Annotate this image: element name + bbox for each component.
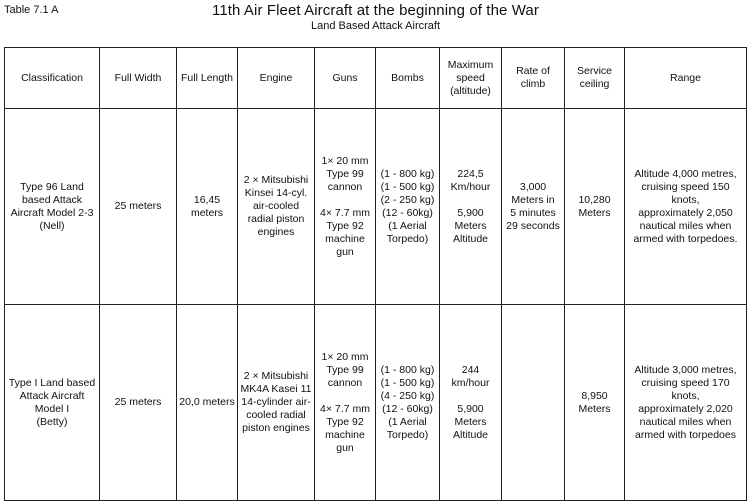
cell-service-ceiling: 8,950 Meters <box>565 305 625 501</box>
header-guns: Guns <box>315 48 376 109</box>
cell-bombs: (1 - 800 kg) (1 - 500 kg) (2 - 250 kg) (12 - 60kg) (1 Aerial Torpedo) <box>376 109 440 305</box>
cell-classification: Type I Land based Attack Aircraft Model I (Betty) <box>5 305 100 501</box>
header-bombs: Bombs <box>376 48 440 109</box>
header-engine: Engine <box>238 48 315 109</box>
cell-rate-of-climb <box>502 305 565 501</box>
header-classification: Classification <box>5 48 100 109</box>
cell-full-length: 16,45 meters <box>177 109 238 305</box>
cell-classification: Type 96 Land based Attack Aircraft Model 2-3 (Nell) <box>5 109 100 305</box>
cell-bombs: (1 - 800 kg) (1 - 500 kg) (4 - 250 kg) (12 - 60kg) (1 Aerial Torpedo) <box>376 305 440 501</box>
cell-full-width: 25 meters <box>100 109 177 305</box>
table-label: Table 7.1 A <box>4 4 59 16</box>
table-row <box>5 305 747 501</box>
header-rate-of-climb: Rate of climb <box>502 48 565 109</box>
table-row <box>5 109 747 305</box>
cell-full-width: 25 meters <box>100 305 177 501</box>
header-row <box>5 48 747 109</box>
cell-range: Altitude 4,000 metres, cruising speed 150 knots, approximately 2,050 nautical miles when armed with torpedoes. <box>625 109 747 305</box>
cell-service-ceiling: 10,280 Meters <box>565 109 625 305</box>
cell-full-length: 20,0 meters <box>177 305 238 501</box>
cell-engine: 2 × Mitsubishi MK4A Kasei 11 14-cylinder air- cooled radial piston engines <box>238 305 315 501</box>
header-service-ceiling: Service ceiling <box>565 48 625 109</box>
header-maximum-speed: Maximum speed (altitude) <box>440 48 502 109</box>
page-title: 11th Air Fleet Aircraft at the beginning of the War <box>212 2 539 19</box>
cell-rate-of-climb: 3,000 Meters in 5 minutes 29 seconds <box>502 109 565 305</box>
header-range: Range <box>625 48 747 109</box>
cell-guns: 1× 20 mm Type 99 cannon 4× 7.7 mm Type 92 machine gun <box>315 109 376 305</box>
aircraft-table <box>4 47 747 501</box>
header-full-width: Full Width <box>100 48 177 109</box>
header-full-length: Full Length <box>177 48 238 109</box>
cell-range: Altitude 3,000 metres, cruising speed 170 knots, approximately 2,020 nautical miles when armed with torpedoes <box>625 305 747 501</box>
page-subtitle: Land Based Attack Aircraft <box>310 20 441 32</box>
cell-maximum-speed: 244 km/hour 5,900 Meters Altitude <box>440 305 502 501</box>
cell-maximum-speed: 224,5 Km/hour 5,900 Meters Altitude <box>440 109 502 305</box>
cell-guns: 1× 20 mm Type 99 cannon 4× 7.7 mm Type 92 machine gun <box>315 305 376 501</box>
cell-engine: 2 × Mitsubishi Kinsei 14-cyl. air-cooled radial piston engines <box>238 109 315 305</box>
